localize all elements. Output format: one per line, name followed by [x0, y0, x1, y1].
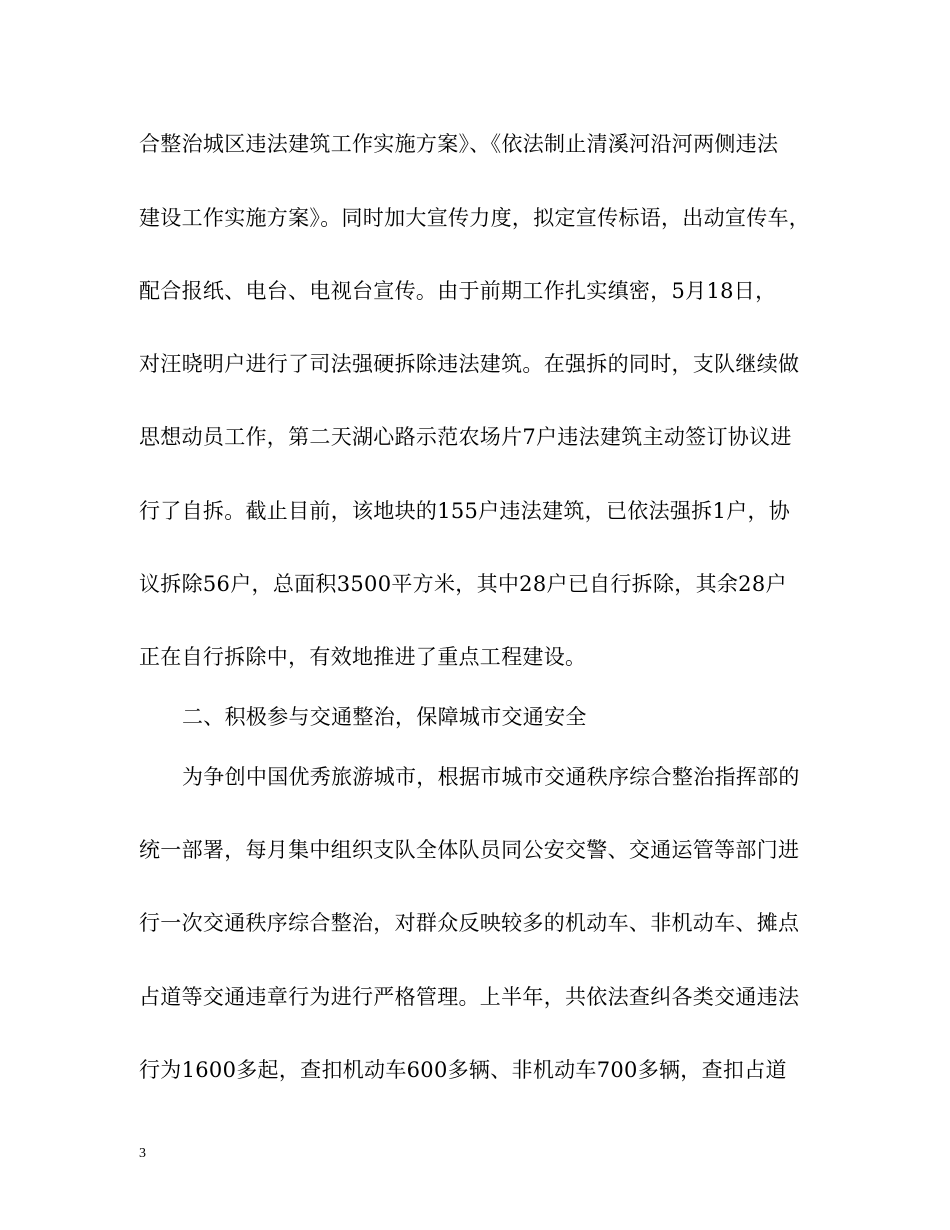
text-line: 合整治城区违法建筑工作实施方案》、《依法制止清溪河沿河两侧违法 [139, 132, 779, 156]
text-line: 对汪晓明户进行了司法强硬拆除违法建筑。在强拆的同时，支队继续做 [139, 352, 800, 376]
text-line: 行了自拆。截止目前，该地块的155户违法建筑，已依法强拆1户，协 [139, 499, 791, 523]
text-line: 行一次交通秩序综合整治，对群众反映较多的机动车、非机动车、摊点 [139, 911, 800, 935]
text-line: 行为1600多起，查扣机动车600多辆、非机动车700多辆，查扣占道 [139, 1058, 787, 1082]
page-number: 3 [139, 1146, 146, 1161]
text-line: 占道等交通违章行为进行严格管理。上半年，共依法查纠各类交通违法 [139, 985, 800, 1009]
text-line: 建设工作实施方案》。同时加大宣传力度，拟定宣传标语，出动宣传车， [139, 206, 811, 230]
text-line: 议拆除56户，总面积3500平方米，其中28户已自行拆除，其余28户 [139, 572, 787, 596]
text-line: 正在自行拆除中，有效地推进了重点工程建设。 [139, 645, 587, 669]
paragraph-first-line: 为争创中国优秀旅游城市，根据市城市交通秩序综合整治指挥部的 [182, 765, 800, 789]
text-line: 统一部署，每月集中组织支队全体队员同公安交警、交通运管等部门进 [139, 838, 800, 862]
section-heading: 二、积极参与交通整治，保障城市交通安全 [182, 705, 587, 729]
text-line: 思想动员工作，第二天湖心路示范农场片7户违法建筑主动签订协议进 [139, 425, 792, 449]
text-line: 配合报纸、电台、电视台宣传。由于前期工作扎实缜密，5月18日， [139, 279, 777, 303]
